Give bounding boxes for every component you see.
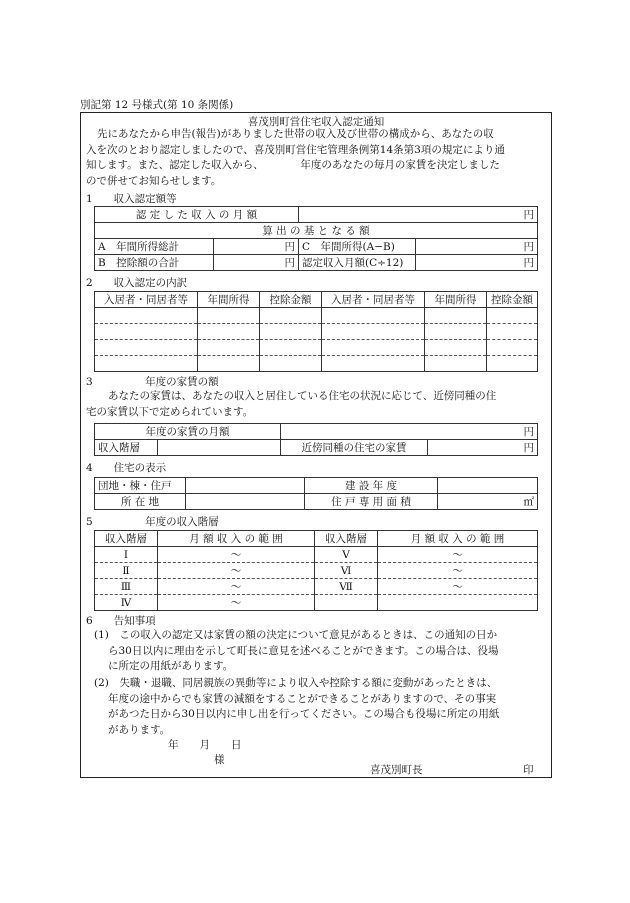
location-label: 所 在 地: [95, 494, 186, 510]
rent-monthly-value: 円: [281, 424, 538, 440]
col-range-left: 月 額 収 入 の 範 囲: [158, 531, 315, 547]
notice-2-line-4: があります。: [108, 724, 171, 736]
col-deduction-2: 控除金額: [487, 292, 538, 308]
annual-income-total-label: A 年間所得総計: [95, 239, 214, 255]
range-4: 〜: [158, 595, 315, 611]
document-title: 喜茂別町営住宅収入認定通知: [247, 116, 385, 128]
rent-table: [94, 423, 538, 456]
table-row: [95, 356, 538, 372]
col-range-right: 月 額 収 入 の 範 囲: [378, 531, 538, 547]
notice-2-line-3: があつた日から30日以内に申し出を行ってください。この場合も役場に所定の用紙: [108, 708, 500, 720]
col-resident-1: 入居者・同居者等: [95, 292, 198, 308]
notice-2-line-2: 年度の途中からでも家賃の減額をすることができることがありますので、その事実: [108, 693, 497, 705]
seal-mark: 印: [523, 764, 534, 776]
annual-income-label: C 年間所得(A−B): [299, 239, 416, 255]
range-2: 〜: [158, 563, 315, 579]
range-6: 〜: [378, 563, 538, 579]
intro-line-4: ので併せてお知らせします。: [86, 175, 222, 187]
issuer-name: 喜茂別町長: [370, 764, 423, 776]
housing-table: [94, 477, 538, 510]
addressee: 様: [214, 754, 225, 766]
location-value: [186, 494, 305, 510]
deduction-total-label: B 控除額の合計: [95, 255, 214, 271]
table-row: [95, 340, 538, 356]
class-2: Ⅱ: [95, 563, 158, 579]
intro-line-2: 入を次のとおり認定しましたので、喜茂別町営住宅管理条例第14条第3項の規定により通: [86, 144, 505, 156]
rent-description-line-1: あなたの家賃は、あなたの収入と居住している住宅の状況に応じて、近傍同種の住: [108, 390, 497, 402]
col-annual-income-1: 年間所得: [198, 292, 260, 308]
class-1: Ⅰ: [95, 547, 158, 563]
issue-date: 年 月 日: [168, 739, 242, 751]
col-deduction-1: 控除金額: [260, 292, 322, 308]
class-6: Ⅵ: [315, 563, 378, 579]
income-class-value: [158, 440, 281, 456]
nearby-rent-label: 近傍同種の住宅の家賃: [281, 440, 428, 456]
monthly-income-label: 認 定 し た 収 入 の 月 額: [95, 207, 299, 223]
range-7: 〜: [378, 579, 538, 595]
range-1: 〜: [158, 547, 315, 563]
annual-income-value: 円: [416, 239, 538, 255]
range-3: 〜: [158, 579, 315, 595]
table-row: [95, 308, 538, 324]
table-row: [95, 595, 538, 611]
table-row: [95, 579, 538, 595]
estate-label: 団地・棟・住戸: [95, 478, 186, 494]
notice-1-line-1: (1) この収入の認定又は家賃の額の決定について意見があるときは、この通知の日か: [94, 629, 498, 641]
section-4-heading: 4 住宅の表示: [86, 462, 167, 474]
class-3: Ⅲ: [95, 579, 158, 595]
monthly-recognized-value: 円: [416, 255, 538, 271]
table-row: [95, 563, 538, 579]
notice-1-line-2: ら30日以内に理由を示して町長に意見を述べることができます。この場合は、役場: [108, 645, 499, 657]
section-2-heading: 2 収入認定の内訳: [86, 277, 188, 289]
section-5-heading: 5 年度の収入階層: [86, 516, 219, 528]
class-empty: [315, 595, 378, 611]
class-4: Ⅳ: [95, 595, 158, 611]
form-ref: 別記第 12 号様式(第 10 条関係): [80, 99, 234, 111]
intro-line-3: 知します。また、認定した収入から、 年度のあなたの毎月の家賃を決定しました: [86, 159, 500, 171]
income-class-label: 収入階層: [95, 440, 158, 456]
col-resident-2: 入居者・同居者等: [322, 292, 425, 308]
floor-area-label: 住 戸 専 用 面 積: [305, 494, 438, 510]
col-class-right: 収入階層: [315, 531, 378, 547]
rent-monthly-label: 年度の家賃の月額: [95, 424, 281, 440]
monthly-recognized-label: 認定収入月額(C÷12): [299, 255, 416, 271]
col-annual-income-2: 年間所得: [425, 292, 487, 308]
estate-value: [186, 478, 305, 494]
section-6-heading: 6 告知事項: [86, 615, 156, 627]
section-3-heading: 3 年度の家賃の額: [86, 376, 219, 388]
rent-description-line-2: 宅の家賃以下で定められています。: [86, 406, 254, 418]
table-row: [95, 324, 538, 340]
range-5: 〜: [378, 547, 538, 563]
built-year-label: 建 設 年 度: [305, 478, 438, 494]
annual-income-total-value: 円: [214, 239, 299, 255]
floor-area-value: ㎡: [438, 494, 538, 510]
built-year-value: [438, 478, 538, 494]
income-class-table: [94, 530, 538, 611]
deduction-total-value: 円: [214, 255, 299, 271]
income-breakdown-table: [94, 291, 538, 372]
class-7: Ⅶ: [315, 579, 378, 595]
notice-2-line-1: (2) 失職・退職、同居親族の異動等により収入や控除する額に変動があったときは、: [94, 677, 498, 689]
class-5: Ⅴ: [315, 547, 378, 563]
section-1-heading: 1 収入認定額等: [86, 193, 177, 205]
notice-1-line-3: に所定の用紙があります。: [108, 660, 234, 672]
range-empty: [378, 595, 538, 611]
col-class-left: 収入階層: [95, 531, 158, 547]
table-row: [95, 547, 538, 563]
monthly-income-value: 円: [299, 207, 538, 223]
nearby-rent-value: 円: [428, 440, 538, 456]
income-amount-table: [94, 206, 538, 271]
intro-line-1: 先にあなたから申告(報告)がありました世帯の収入及び世帯の構成から、あなたの収: [97, 128, 494, 140]
basis-label: 算 出 の 基 と な る 額: [95, 223, 538, 239]
